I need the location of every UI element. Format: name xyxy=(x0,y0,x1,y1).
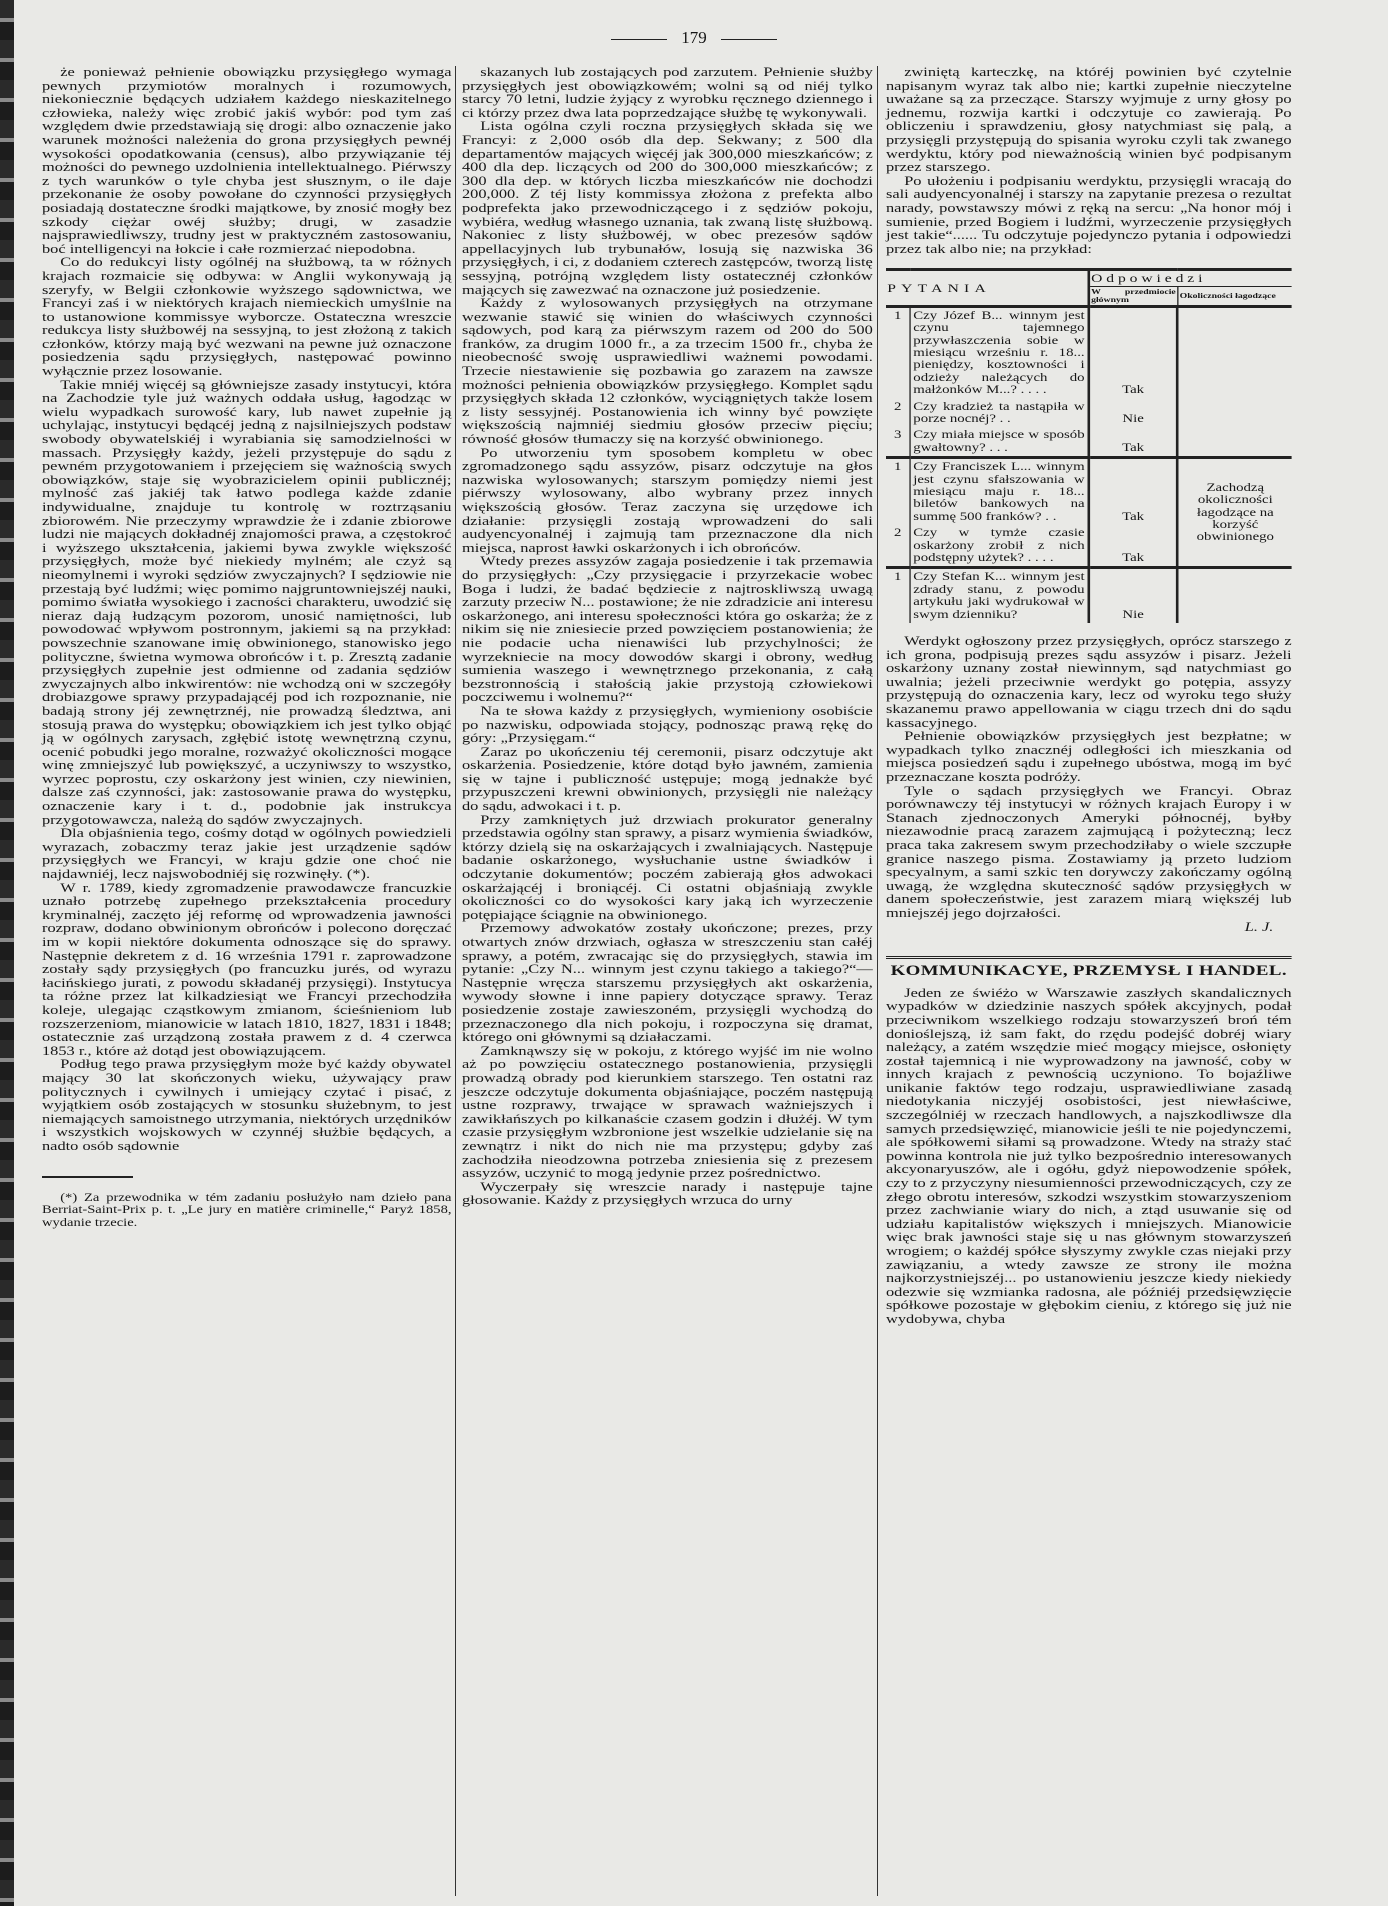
paragraph: Co do redukcyi listy ogólnéj na służbową, ta w różnych krajach rozmaicie się odbywa: w Anglii wykonywają ją szeryfy, w Belgii członkowie wyższego sądownictwa, we Francyi zaś i w niektórych krajach niemieckich umyślnie na to ustanowione kommissye wyborcze. Ostateczna wreszcie redukcya listy służbowéj na sessyjną, to jest złożoną z takich członków, którzy mają być wezwani na pewne już oznaczone posiedzenia sądu przysięgłych, następować powinno wyłącznie przez losowanie. xyxy=(42,255,452,379)
questions-header: PYTANIA xyxy=(886,270,1088,306)
paragraph: zwiniętą karteczkę, na któréj powinien być czytelnie napisanym wyraz tak albo nie; kartki zupełnie nieczytelne uważane są za przeczące. Starszy wyjmuje z urny głosy po jednemu, rozwija kartki i odczytuje co zawierają. Po obliczeniu i sprawdzeniu, głosy natychmiast się palą, a przysięgli przystępują do spisania wyroku czyli tak zwanego werdyktu, który pod nieważnością winien być podpisanym przez starszego. xyxy=(886,65,1292,175)
page-number xyxy=(0,28,1388,48)
scan-edge xyxy=(0,0,14,1906)
paragraph: Dla objaśnienia tego, cośmy dotąd w ogólnych powiedzieli wyrazach, zobaczmy teraz jakie jest urządzenie sądów przysięgłych we Francyi, w kraju gdzie one choć nie najdawniéj, lecz najswobodniéj się rozwinęły. (*). xyxy=(42,826,452,882)
mitigating-cell: Zachodzą okoliczności łagodzące na korzyść obwinionego xyxy=(1178,458,1292,568)
question-number: 1 xyxy=(886,306,910,398)
answer: Tak xyxy=(1088,427,1177,457)
footnote: (*) Za przewodnika w tém zadaniu posłużyło nam dzieło pana Berriat-Saint-Prix p. t. „Le jury en matière criminelle,“ Paryż 1858, wydanie trzecie. xyxy=(42,1191,452,1229)
paragraph: Lista ogólna czyli roczna przysięgłych składa się we Francyi: z 2,000 osób dla dep. Sekwany; z 500 dla departamentów mających więcéj jak 300,000 mieszkańców; z 400 dla dep. liczących od 200 do 300,000 mieszkańców; z 300 dla dep. w których liczba mieszkańców nie dochodzi 200,000. Z téj listy kommissya złożona z prefekta albo podprefekta jako przewodniczącego i z sędziów pokoju, wybiéra, według własnego uznania, tak zwaną listę służbową. Nakoniec z listy służbowéj, w obec prezesów sądów appellacyjnych lub trybunałów, losują się nazwiska 36 przysięgłych, i ci, z dodaniem czterech zastępców, tworzą listę sessyjną, potrójną względem listy ostatecznéj członków mających się zawezwać na oznaczone już posiedzenie. xyxy=(462,119,873,297)
column-2 xyxy=(462,66,873,1208)
footnote-rule xyxy=(42,1176,133,1178)
question-number: 3 xyxy=(886,427,910,457)
question-text: Czy Franciszek L... winnym jest czynu sfałszowania w miesiącu maju r. 18... biletów bankowych na summę 500 franków? . . xyxy=(910,458,1088,526)
paragraph: Przemowy adwokatów zostały ukończone; prezes, przy otwartych znów drzwiach, ogłasza w streszczeniu stan całéj sprawy, a potém, zwracając się do przysięgłych, stawia im pytanie: „Czy N... winnym jest czynu takiego a takiego?“—Następnie wręcza starszemu przysięgłych akt oskarżenia, wywody słowne i inne papiery dotyczące sprawy. Teraz posiedzenie zostaje zawieszoném, przysięgli wychodzą do przeznaczonego dla nich pokoju, i rozpoczyna się dramat, którego oni głównymi są działaczami. xyxy=(462,921,873,1045)
paragraph: że ponieważ pełnienie obowiązku przysięgłego wymaga pewnych przymiotów moralnych i rozumowych, niekoniecznie będących udziałem każdego nieskazitelnego człowieka, należy więc zrobić jakiś wybór: pod tym zaś względem dwie przedstawiają się drogi: albo oznaczenie jako warunek możności należenia do grona przysięgłych pewnéj wysokości opodatkowania (census), albo przywiązanie téj możności do pewnego uzdolnienia intellektualnego. Piérwszy z tych warunków o tyle chyba jest słusznym, o ile daje przekonanie że osoby powołane do czynności przysięgłych posiadają dostateczne środki majątkowe, by znosić mogły bez szkody ciężar owéj służby; drugi, w zasadzie najsprawiedliwszy, trudny jest w praktyczném zastosowaniu, boć intelligencyi na łokcie i całe rozmierzać niepodobna. xyxy=(42,65,452,256)
question-text: Czy kradzież ta nastąpiła w porze nocnéj? . . xyxy=(910,399,1088,428)
divider xyxy=(721,39,777,40)
question-text: Czy w tymże czasie oskarżony zrobił z nich podstępny użytek? . . . . xyxy=(910,525,1088,568)
mitigating-cell xyxy=(1178,568,1292,623)
main-subject-header: W przedmiocie głównym xyxy=(1088,286,1177,306)
paragraph: Po utworzeniu tym sposobem kompletu w obec zgromadzonego sądu assyzów, pisarz odczytuje na głos nazwiska wylosowanych; starszym pomiędzy niemi jest piérwszy wylosowany, albo wybrany przez innych większością głosów. Teraz zaczyna się urzędowe ich działanie: przysięgli zostają wprowadzeni do sali audyencyonalnéj i zajmują tam przeznaczone dla nich miejsca, naprost ławki oskarżonych i ich obrońców. xyxy=(462,445,873,555)
author-signature: L. J. xyxy=(1244,919,1274,934)
table-row xyxy=(886,306,1292,398)
answer: Nie xyxy=(1088,568,1177,623)
paragraph: Wtedy prezes assyzów zagaja posiedzenie i tak przemawia do przysięgłych: „Czy przysięgacie i przyrzekacie wobec Boga i ludzi, że badać będziecie z najtroskliwszą uwagą zarzuty przeciw N... postawione; że nie zdradzicie ani interesu oskarżonego, ani interesu społeczności która go oskarża; że z nikim się nie zniesiecie przed powzięciem postanowienia; że nie podacie ucha nienawiści lub przychylności; że wyrzekniecie na mocy dowodów skargi i obrony, według sumienia waszego i wewnętrznego przekonania, z całą bezstronnością i stałością jakie przystoją człowiekowi poczciwemu i wolnemu?“ xyxy=(462,554,873,705)
mitigating-header: Okoliczności łagodzące xyxy=(1178,286,1292,306)
table-row xyxy=(886,458,1292,526)
answer: Tak xyxy=(1088,306,1177,398)
mitigating-cell xyxy=(1178,306,1292,457)
paragraph: Podług tego prawa przysięgłym może być każdy obywatel mający 30 lat skończonych wieku, używający praw politycznych i cywilnych i umiejący czytać i pisać, z wyjątkiem osób zostających w stosunku służebnym, to jest niemających samoistnego utrzymania, niektórych urzędników i wszystkich wojskowych w czynnéj służbie będących, a nadto osób sądownie xyxy=(42,1057,452,1153)
verdict-table xyxy=(886,268,1292,623)
question-number: 2 xyxy=(886,525,910,568)
table-row xyxy=(886,568,1292,623)
paragraph: Po ułożeniu i podpisaniu werdyktu, przysięgli wracają do sali audyencyonalnéj i starszy na zapytanie prezesa o rezultat narady, powstawszy mówi z ręką na sercu: „Na honor mój i sumienie, przed Bogiem i ludźmi, wyrzeczenie przysięgłych jest takie“...... Tu odczytuje pojedynczo pytania i odpowiedzi przez tak albo nie; na przykład: xyxy=(886,173,1292,256)
question-number: 1 xyxy=(886,458,910,526)
column-rule xyxy=(455,66,456,1896)
paragraph: Zaraz po ukończeniu téj ceremonii, pisarz odczytuje akt oskarżenia. Posiedzenie, które dotąd było jawném, zamienia się w tajne i publiczność ustępuje; mogą jednakże być przypuszczeni krewni obwinionych, przysięgli nie należący do sądu, adwokaci i t. p. xyxy=(462,744,873,814)
paragraph: Pełnienie obowiązków przysięgłych jest bezpłatne; w wypadkach tylko znacznéj odległości ich mieszkania od miejsca posiedzeń sądu i zupełnego ubóstwa, mogą im być przeznaczane koszta podróży. xyxy=(886,729,1292,784)
question-text: Czy miała miejsce w sposób gwałtowny? . . . xyxy=(910,427,1088,457)
column-3 xyxy=(886,66,1292,1327)
paragraph: Takie mniéj więcéj są główniejsze zasady instytucyi, która na Zachodzie tyle już ważnych oddała usług, łagodząc w wielu wypadkach surowość kary, lub nawet zupełnie ją uchylając, instytucyi będącéj jedną z najsilniejszych podstaw swobody obywatelskiéj i wyrabiania się samodzielności w massach. Przysięgły każdy, jeżeli przystępuje do sądu z pewném przygotowaniem i przejęciem się ważnością swych obowiązków, staje się wyobrazicielem opinii publicznéj; mylność zaś jakiéj tak łatwo podlega każde zdanie indywidualne, znajduje tu kontrolę w roztrząsaniu zbiorowém. Nie przeczymy wprawdzie że i zdanie zbiorowe ludzi nie mających dokładnéj znajomości prawa, a częstokroć i wyższego ukształcenia, jakiemi bywa zwykle większość przysięgłych, może być niekiedy mylném; ale czyż są nieomylnemi i wyroki sędziów zwyczajnych? I sędziowie nie przestają być ludźmi; więc pomimo najgruntowniejszéj nauki, pomimo światła wysokiego i zacności charakteru, uwodzić się nieraz dają łudzącym pozorom, unosić namiętności, lub powodować wpływom postronnym, jakiemi są na przykład: powszechnie szanowane imię obwinionego, stanowisko jego polityczne, świetna wymowa obrońców i t. p. Zresztą zadanie przysięgłych zupełnie jest odmienne od zadania sędziów zwyczajnych albo inkwirentów: nie wchodzą oni w szczegóły drobiazgowe sprawy przypadającéj pod ich rozpoznanie, nie badają strony jéj zewnętrznéj, nie prowadzą śledztwa, ani stosują prawa do występku; obowiązkiem ich jest tylko objąć ją w ogólnych zarysach, zgłębić istotę wewnętrzną czynu, ocenić pobudki jego moralne, rozważyć okoliczności mogące winę zmniejszyć lub powiększyć, a uczyniwszy to wszystko, wyrzec poprostu, czy oskarżony jest winien, czy niewinien, dalsze zaś czynności, jak: zastosowanie prawa do występku, oznaczenie kary i t. d., podobnie jak instrukcya przygotowawcza, należą do sądów zwyczajnych. xyxy=(42,377,452,827)
question-number: 1 xyxy=(886,568,910,623)
section-heading: KOMMUNIKACYE, PRZEMYSŁ I HANDEL. xyxy=(886,956,1292,979)
paragraph: Werdykt ogłoszony przez przysięgłych, oprócz starszego z ich grona, podpisują prezes sądu assyzów i pisarz. Jeżeli oskarżony uznany został niewinnym, sąd natychmiast go uwalnia; jeżeli przeciwnie werdykt go potępia, assyzy przystępują do oznaczenia kary, lecz od wyroku tego służy skazanemu prawo appellowania w ciągu trzech dni do sądu kassacyjnego. xyxy=(886,634,1292,730)
question-text: Czy Józef B... winnym jest czynu tajemnego przywłaszczenia sobie w miesiącu wrześniu r. 18... pieniędzy, kosztowności i odzieży należących do małżonków M...? . . . . xyxy=(910,306,1088,398)
paragraph: Tyle o sądach przysięgłych we Francyi. Obraz porównawczy téj instytucyi w różnych krajach Europy i w Stanach zjednoczonych Ameryki północnéj, byłby niezawodnie pracą zarazem zajmującą i pożyteczną; lecz praca taka zakresem swym przechodziłaby o wiele szczupłe granice naszego pisma. Zostawiamy ją przeto ludziom specyalnym, a sami szkic ten dorywczy zakończamy ogólną uwagą, że względna skuteczność sądów przysięgłych w danem społeczeństwie, jest zarazem miarą większéj lub mniejszéj jego dojrzałości. xyxy=(886,783,1292,920)
answer: Nie xyxy=(1088,399,1177,428)
answer: Tak xyxy=(1088,525,1177,568)
answers-header: Odpowiedzi xyxy=(1088,270,1291,286)
column-1 xyxy=(42,66,452,1229)
answer: Tak xyxy=(1088,458,1177,526)
question-text: Czy Stefan K... winnym jest zdrady stanu, z powodu artykułu jaki wydrukował w swym dzienniku? xyxy=(910,568,1088,623)
paragraph: Wyczerpały się wreszcie narady i następuje tajne głosowanie. Każdy z przysięgłych wrzuca do urny xyxy=(462,1179,873,1208)
question-number: 2 xyxy=(886,399,910,428)
page-number-text: 179 xyxy=(681,28,707,47)
column-rule xyxy=(877,66,878,1896)
paragraph: Na te słowa każdy z przysięgłych, wymieniony osobiście po nazwisku, odpowiada stojący, podnosząc prawą rękę do góry: „Przysięgam.“ xyxy=(462,703,873,746)
divider xyxy=(611,39,667,40)
paragraph: Jeden ze świéżo w Warszawie zaszłych skandalicznych wypadków w dziedzinie naszych spółek akcyjnych, podał przeciwnikom wszelkiego rodzaju stowarzyszeń broń tém donioślejszą, iż sam fakt, do rzędu podejść dobréj wiary należący, a zatém wszędzie mieć mogący miejsce, osłonięty został tajemnicą i nie wyprowadzony na jawność, coby w innych krajach z pewnością uczyniono. To bojaźliwe unikanie faktów tego rodzaju, usprawiedliwiane zasadą niedotykania niczyjéj osobistości, jest niewłaściwe, szczególniéj w rzeczach handlowych, a najszkodliwsze dla samych przedsięwzięć, mianowicie jeśli te nie pojedynczemi, ale spółkowemi siłami są prowadzone. Wtedy na straży stać powinna kontrola nie już tylko bezpośrednio interesowanych akcyonaryuszów, ale i ogółu, gdyż niepowodzenie spółek, czy to z przyczyny niesumienności przewodniczących, czy ze złego obrotu interesów, szkodzi wszystkim stowarzyszeniom przez zachwianie wiary do nich, a ztąd usuwanie się od udziału kapitalistów większych i mniejszych. Mianowicie więc brak jawności staje się u nas głównym stowarzyszeń wrogiem; o każdéj spółce słyszymy zwykle czas niejaki przy zawiązaniu, a wtedy zawsze ze strony ile można najkorzystniejszéj... po ustanowieniu jeszcze kiedy niekiedy odezwie się wzmianka radosna, ale późniéj przedsięwzięcie spółkowe pozostaje w głębokim cieniu, z którego się już nie wydobywa, chyba xyxy=(886,985,1292,1326)
paragraph: Zamknąwszy się w pokoju, z którego wyjść im nie wolno aż po powzięciu ostatecznego postanowienia, przysięgli prowadzą obrady pod kierunkiem starszego. Ten ostatni raz jeszcze odczytuje dokumenta objaśniające, poczém następują ustne rozprawy, trwające w sprawach ważniejszych i zawikłańszych po kilkanaście czasem godzin i dłużéj. W tym czasie przysięgłym wzbronione jest wszelkie udzielanie się na zewnątrz i nikt do nich nie ma przystępu; gdyby zaś zachodziła nieodzowna potrzeba zniesienia się z prezesem assyzów, uczynić to mogą jedynie przez pośrednictwo. xyxy=(462,1043,873,1181)
paragraph: Każdy z wylosowanych przysięgłych na otrzymane wezwanie stawić się winien do właściwych czynności sądowych, pod karą za piérwszym razem od 200 do 500 franków, za drugim 1000 fr., a za trzecim 1500 fr., chyba że nieobecność swoję usprawiedliwi ważnemi powodami. Trzecie niestawienie się pozbawia go zarazem na zawsze możności pełnienia obowiązków przysięgłego. Komplet sądu przysięgłych składa 12 członków, wyciągniętych także losem z listy sessyjnéj. Postanowienia ich winny być powzięte większością najmniéj siedmiu głosów przeciw pięciu; równość głosów tłumaczy się na korzyść obwinionego. xyxy=(462,296,873,447)
paragraph: Przy zamkniętych już drzwiach prokurator generalny przedstawia ogólny stan sprawy, a pisarz wymienia świadków, którzy dzielą się na oskarżających i zwalniających. Następuje badanie oskarżonego, wysłuchanie ustne świadków i odczytanie dokumentów; poczém zabierają głos adwokaci oskarżającéj i broniącéj. Ci ostatni objaśniają zwykle okoliczności co do wysokości kary jaką ich wyrzeczenie potępiające ściągnie na obwinionego. xyxy=(462,812,873,922)
paragraph: W r. 1789, kiedy zgromadzenie prawodawcze francuzkie uznało potrzebę zupełnego przekształcenia procedury kryminalnéj, zaczęto jéj reformę od wprowadzenia jawności rozpraw, dodano obwinionym obrońców i polecono doręczać im w kopii niektóre dokumenta odnoszące się do sprawy. Następnie dekretem z d. 16 września 1791 r. zaprowadzone zostały sądy przysięgłych (po francuzku jurés, od wyrazu łacińskiego jurati, z powodu składanéj przysięgi). Instytucya ta różne przez lat kilkadziesiąt we Francyi przechodziła koleje, ulegając cząstkowym zmianom, ścieśnieniom lub rozszerzeniom, mianowicie w latach 1810, 1827, 1831 i 1848; ostatecznie zaś urządzoną została prawem z d. 4 czerwca 1853 r., które aż dotąd jest obowiązującem. xyxy=(42,880,452,1058)
paragraph: skazanych lub zostających pod zarzutem. Pełnienie służby przysięgłych jest obowiązkowém; wolni są od niéj tylko starcy 70 letni, ludzie żyjący z wyrobku ręcznego dziennego i ci którzy przez dwa lata poprzedzające służbę tę wykonywali. xyxy=(462,65,873,120)
